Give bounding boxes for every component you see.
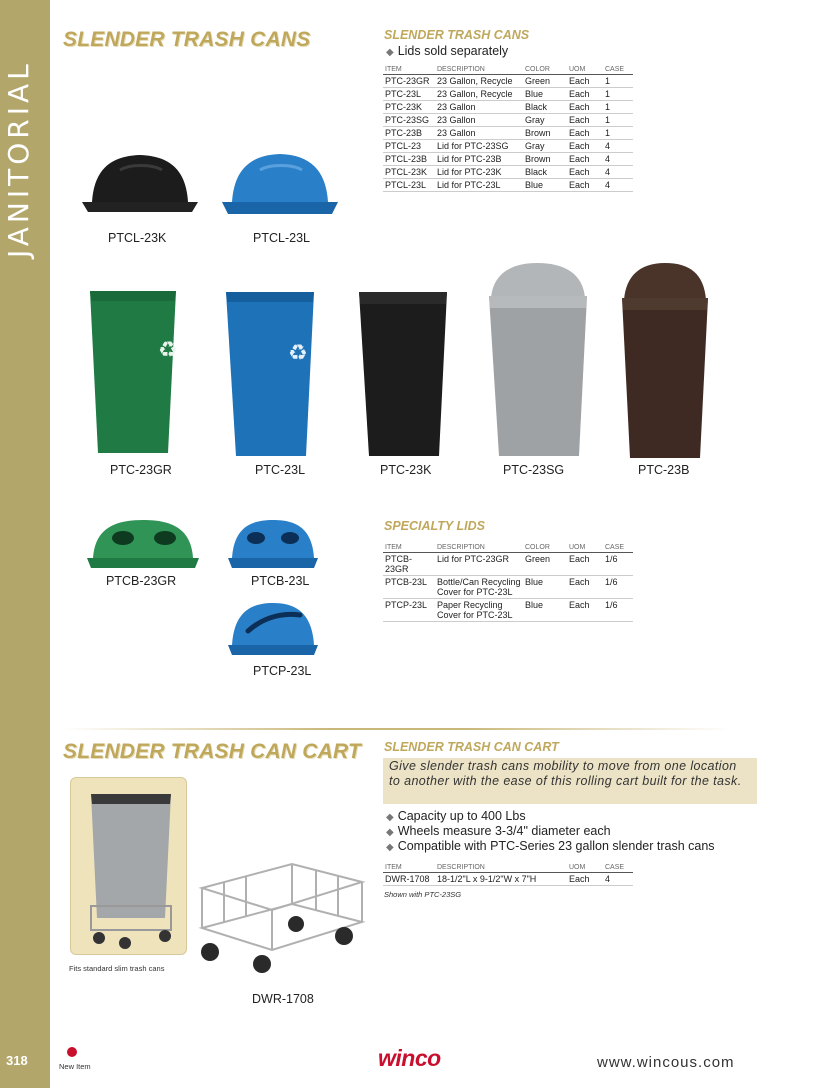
cart-with-can-image [85,788,177,948]
table-cell: Each [567,74,603,87]
table-row [383,87,633,100]
col-case: CASE [603,860,633,872]
table-cell: Blue [523,575,567,598]
table-row [383,139,633,152]
page-number: 318 [6,1053,28,1068]
table-cell: Black [523,165,567,178]
table-cell: PTCB-23L [383,575,435,598]
col-uom: UOM [567,540,603,552]
label-ptc-23b: PTC-23B [638,463,690,477]
slender-table [383,62,633,192]
col-case: CASE [603,62,633,74]
table-cell: PTCP-23L [383,598,435,621]
specialty-table [383,540,633,622]
cart-bullet: ◆ Capacity up to 400 Lbs [386,809,526,823]
table-cell: Each [567,87,603,100]
section-sidebar [0,0,50,1088]
winco-logo: winco [378,1045,441,1071]
slender-table-heading: SLENDER TRASH CANS [384,28,530,42]
label-ptcl-23k: PTCL-23K [108,231,167,245]
table-cell: Lid for PTC-23B [435,152,523,165]
shown-with-caption: Shown with PTC-23SG [384,890,462,899]
cart-bullet: ◆ Wheels measure 3-3/4" diameter each [386,824,611,838]
lids-note: ◆ Lids sold separately [386,44,509,58]
table-cell: Each [567,113,603,126]
col-description: DESCRIPTION [435,540,523,552]
table-cell: Each [567,100,603,113]
table-cell: Lid for PTC-23L [435,178,523,191]
table-cell: 1 [603,126,633,139]
table-cell: Each [567,872,603,885]
table-row [383,575,633,598]
table-cell: 4 [603,178,633,191]
cart-description: Give slender trash cans mobility to move from one location to another with the ease of this rolling cart built for the task. [383,758,757,804]
col-item: ITEM [383,860,435,872]
table-cell: PTC-23K [383,100,435,113]
blue-lid-image [220,150,340,225]
table-cell: PTCL-23L [383,178,435,191]
gray-can-image [487,262,589,462]
blue-can-image [224,290,316,462]
table-cell: Bottle/Can Recycling Cover for PTC-23L [435,575,523,598]
col-description: DESCRIPTION [435,62,523,74]
table-cell: Each [567,165,603,178]
table-cell: PTCL-23K [383,165,435,178]
col-description: DESCRIPTION [435,860,567,872]
col-item: ITEM [383,540,435,552]
recycle-icon: ♻ [158,338,178,363]
col-uom: UOM [567,860,603,872]
table-cell: Blue [523,87,567,100]
table-cell: Each [567,126,603,139]
table-cell: Each [567,552,603,575]
col-color: COLOR [523,540,567,552]
table-cell: PTC-23B [383,126,435,139]
table-cell: 1 [603,87,633,100]
table-cell: PTCL-23B [383,152,435,165]
label-ptc-23k: PTC-23K [380,463,432,477]
table-cell: Gray [523,139,567,152]
specialty-heading: SPECIALTY LIDS [384,519,485,533]
website-url: www.wincous.com [597,1054,735,1071]
table-row [383,598,633,621]
table-cell: Each [567,139,603,152]
label-ptc-23l: PTC-23L [255,463,306,477]
col-case: CASE [603,540,633,552]
table-cell: 1 [603,100,633,113]
table-cell: Blue [523,178,567,191]
table-row [383,74,633,87]
blue-bottle-lid-image [226,518,320,570]
label-ptc-23sg: PTC-23SG [503,463,565,477]
label-ptcb-23gr: PTCB-23GR [106,574,177,588]
cart-table-heading: SLENDER TRASH CAN CART [384,740,559,754]
green-bottle-lid-image [85,518,201,570]
label-ptc-23gr: PTC-23GR [110,463,172,477]
label-ptcp-23l: PTCP-23L [253,664,312,678]
table-cell: Brown [523,126,567,139]
table-cell: Paper Recycling Cover for PTC-23L [435,598,523,621]
table-row [383,113,633,126]
section-divider [62,728,732,730]
table-cell: 23 Gallon [435,113,523,126]
table-cell: 4 [603,152,633,165]
table-cell: Each [567,178,603,191]
table-cell: 23 Gallon, Recycle [435,74,523,87]
table-cell: Brown [523,152,567,165]
table-cell: 23 Gallon [435,100,523,113]
recycle-icon: ♻ [288,341,308,366]
table-cell: Lid for PTC-23SG [435,139,523,152]
label-ptcl-23l: PTCL-23L [253,231,310,245]
table-cell: Green [523,552,567,575]
cart-image [196,858,368,970]
table-row [383,178,633,191]
new-item-icon [66,1046,78,1058]
table-cell: Each [567,575,603,598]
table-cell: Green [523,74,567,87]
table-cell: 1 [603,113,633,126]
cart-heading: SLENDER TRASH CAN CART [63,740,362,763]
table-cell: 1/6 [603,552,633,575]
table-cell: PTC-23SG [383,113,435,126]
cart-table [383,860,633,886]
table-cell: Black [523,100,567,113]
slender-heading: SLENDER TRASH CANS [63,28,311,51]
table-cell: Lid for PTC-23K [435,165,523,178]
table-cell: Each [567,598,603,621]
table-row [383,152,633,165]
blue-paper-lid-image [226,601,320,657]
black-can-image [357,290,449,462]
table-row [383,100,633,113]
table-cell: 23 Gallon, Recycle [435,87,523,100]
table-cell: 1/6 [603,575,633,598]
table-cell: 23 Gallon [435,126,523,139]
table-cell: PTC-23L [383,87,435,100]
table-row [383,872,633,885]
brown-can-image [620,262,710,462]
label-ptcb-23l: PTCB-23L [251,574,310,588]
table-cell: Blue [523,598,567,621]
table-cell: DWR-1708 [383,872,435,885]
table-row [383,126,633,139]
col-item: ITEM [383,62,435,74]
label-dwr-1708: DWR-1708 [252,992,314,1006]
cart-with-can-box [70,777,187,955]
table-cell: 18-1/2"L x 9-1/2"W x 7"H [435,872,567,885]
table-row [383,552,633,575]
table-cell: Lid for PTC-23GR [435,552,523,575]
table-cell: 1/6 [603,598,633,621]
table-cell: 4 [603,165,633,178]
table-cell: PTC-23GR [383,74,435,87]
table-cell: 4 [603,872,633,885]
table-cell: Each [567,152,603,165]
cart-bullet: ◆ Compatible with PTC-Series 23 gallon slender trash cans [386,839,715,853]
table-cell: PTCB-23GR [383,552,435,575]
col-color: COLOR [523,62,567,74]
new-item-legend: New Item [59,1062,91,1071]
green-can-image [88,287,178,462]
section-title: JANITORIAL [2,60,35,258]
table-cell: 4 [603,139,633,152]
fits-caption: Fits standard slim trash cans [69,964,165,973]
col-uom: UOM [567,62,603,74]
table-row [383,165,633,178]
table-cell: 1 [603,74,633,87]
table-cell: PTCL-23 [383,139,435,152]
black-lid-image [80,150,200,225]
table-cell: Gray [523,113,567,126]
